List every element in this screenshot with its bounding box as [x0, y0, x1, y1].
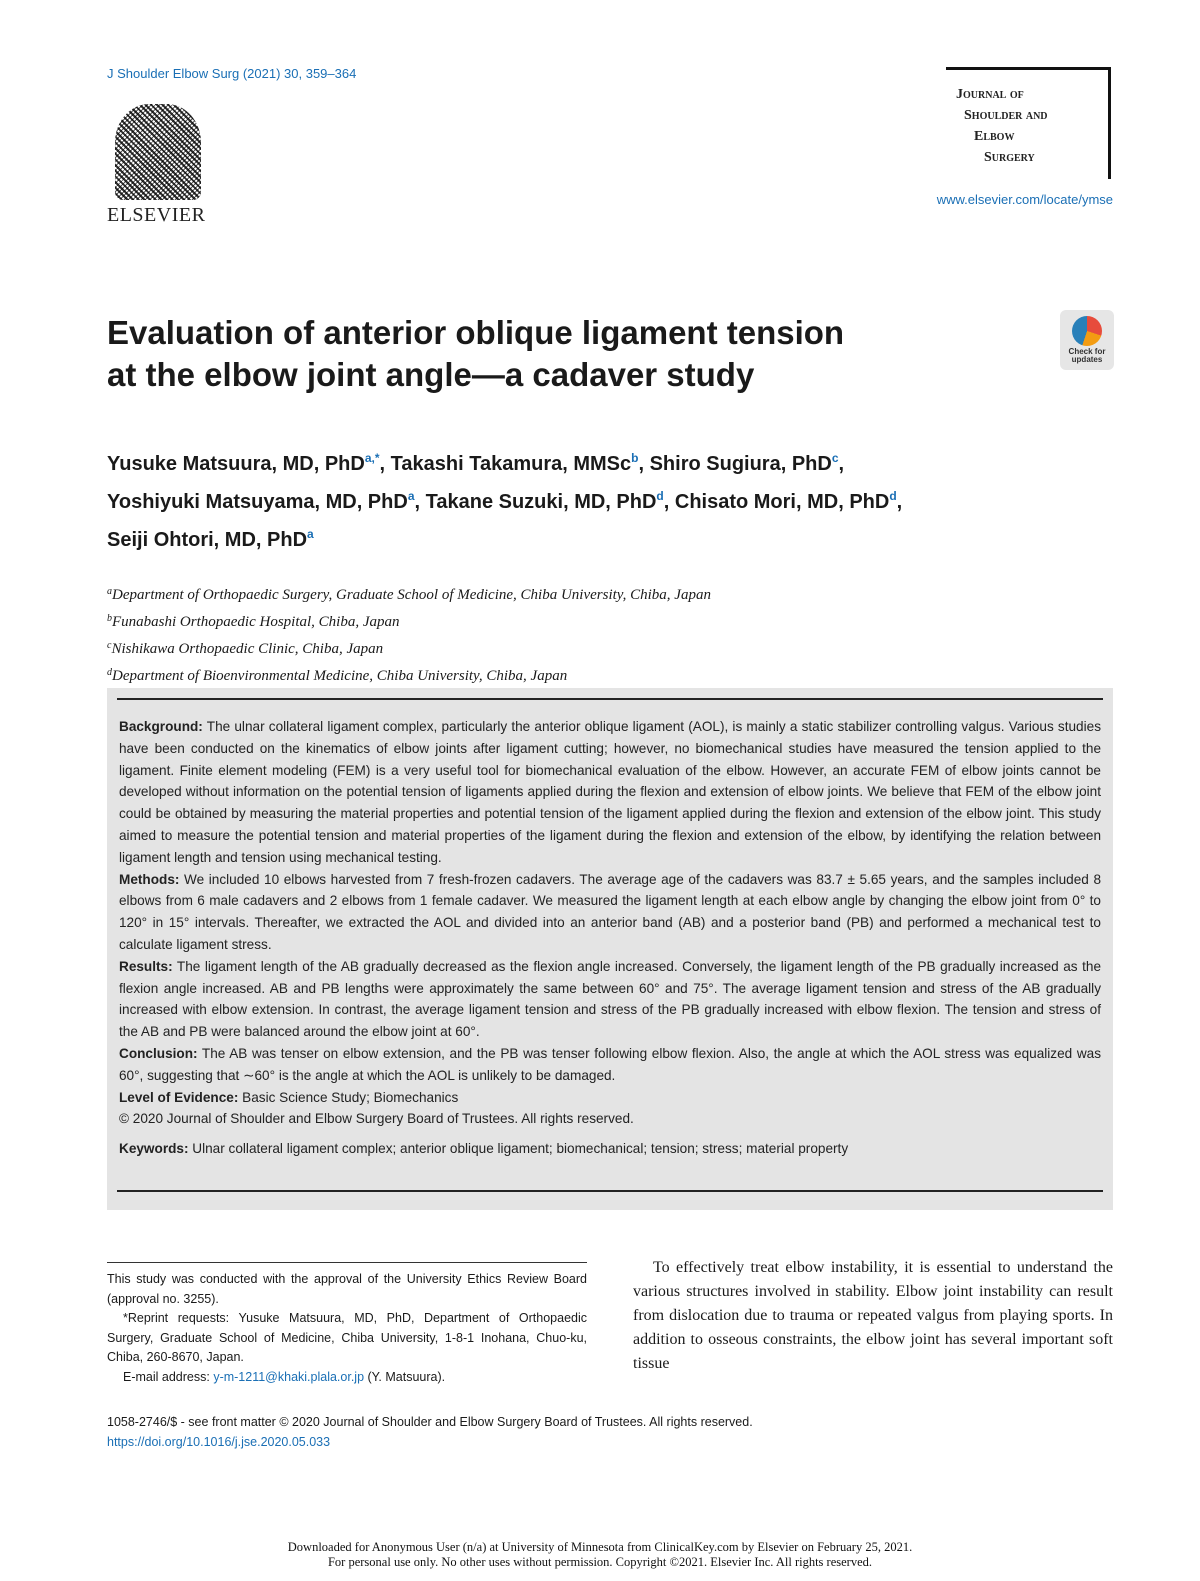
download-line: For personal use only. No other uses without permission. Copyright ©2021. Elsevier Inc. All rights reserved.	[327, 1555, 873, 1569]
badge-text: updates	[1071, 355, 1103, 364]
section-label: Background:	[119, 719, 203, 734]
author-name: Takane Suzuki, MD, PhD	[425, 491, 657, 513]
section-text: We included 10 elbows harvested from 7 fresh-frozen cadavers. The average age of the cadavers was 83.7 ± 5.65 years, and the samples included 8 elbows from 6 male cadavers and 2 elbows from 1 female cadaver. We measured the ligament length at each elbow angle by changing the elbow joint from 0° to 120° in 15° intervals. Thereafter, we extracted the AOL and divided into an anterior band (AB) and a posterior band (PB) and performed a mechanical test to calculate ligament stress.	[119, 871, 1101, 952]
ethics-note: This study was conducted with the approval of the University Ethics Review Board (approval no. 3255).	[107, 1272, 587, 1306]
section-label: Keywords:	[119, 1141, 189, 1157]
abstract-divider	[117, 698, 1103, 700]
author-separator: ,	[379, 453, 391, 475]
download-line: Downloaded for Anonymous User (n/a) at University of Minnesota from ClinicalKey.com by Elsevier on February 25, 2021.	[287, 1540, 913, 1554]
author-line	[107, 480, 1107, 518]
journal-logo-line: Elbow	[974, 129, 1015, 144]
affiliation-list	[107, 580, 1107, 688]
check-updates-icon	[1072, 316, 1102, 346]
footnotes	[107, 1270, 587, 1387]
affiliation-item	[107, 580, 1107, 607]
author-separator: ,	[663, 491, 675, 513]
author-name: Shiro Sugiura, PhD	[649, 453, 832, 475]
affiliation-key: d	[107, 667, 112, 678]
body-column	[633, 1256, 1113, 1376]
affiliation-key: c	[107, 640, 112, 651]
author-line	[107, 442, 1107, 480]
abstract-body	[119, 716, 1101, 1160]
publisher-name: ELSEVIER	[107, 204, 206, 226]
title-line: Evaluation of anterior oblique ligament tension	[107, 314, 845, 351]
issn-line: 1058-2746/$ - see front matter © 2020 Journal of Shoulder and Elbow Surgery Board of Trustees. All rights reserved.	[107, 1415, 753, 1429]
section-label: Results:	[119, 958, 173, 974]
affiliation-item	[107, 607, 1107, 634]
affiliation-link[interactable]: a	[307, 527, 314, 541]
author-name: Seiji Ohtori, MD, PhD	[107, 529, 308, 551]
journal-logo-line: Surgery	[984, 150, 1035, 165]
author-separator: ,	[896, 491, 903, 513]
journal-logo	[946, 67, 1111, 179]
doi-link[interactable]: https://doi.org/10.1016/j.jse.2020.05.033	[107, 1435, 331, 1449]
elsevier-logo	[107, 104, 217, 227]
affiliation-item	[107, 634, 1107, 661]
affiliation-link[interactable]: a	[407, 489, 415, 503]
article-title	[107, 312, 1007, 396]
affiliation-text: Nishikawa Orthopaedic Clinic, Chiba, Japan	[111, 641, 384, 657]
affiliation-key: a	[107, 586, 112, 597]
affiliation-text: Department of Bioenvironmental Medicine, Chiba University, Chiba, Japan	[112, 668, 568, 684]
badge-text: Check for	[1068, 347, 1106, 356]
author-name: Chisato Mori, MD, PhD	[674, 491, 890, 513]
author-separator: ,	[638, 453, 650, 475]
abstract-background	[119, 716, 1101, 869]
keywords-text: Ulnar collateral ligament complex; anterior oblique ligament; biomechanical; tension; stress; material property	[192, 1141, 849, 1157]
section-label: Methods:	[119, 871, 180, 887]
affiliation-text: Funabashi Orthopaedic Hospital, Chiba, Japan	[112, 614, 400, 630]
author-list	[107, 442, 1107, 556]
journal-logo-line: Shoulder and	[964, 108, 1048, 123]
email-note	[107, 1368, 587, 1388]
affiliation-text: Department of Orthopaedic Surgery, Graduate School of Medicine, Chiba University, Chiba, Japan	[112, 587, 711, 603]
author-name: Takashi Takamura, MMSc	[390, 453, 632, 475]
email-label: E-mail address:	[123, 1369, 214, 1384]
download-notice	[0, 1540, 1200, 1570]
abstract-divider	[117, 1190, 1103, 1192]
abstract-keywords	[119, 1138, 1101, 1160]
journal-logo-line: Journal of	[956, 87, 1024, 102]
check-for-updates-button[interactable]	[1060, 310, 1114, 370]
abstract-box	[107, 688, 1113, 1210]
section-text: Basic Science Study; Biomechanics	[242, 1089, 459, 1105]
affiliation-link[interactable]: a,*	[364, 451, 380, 465]
affiliation-link[interactable]: c	[831, 451, 839, 465]
journal-url-link[interactable]: www.elsevier.com/locate/ymse	[936, 192, 1113, 207]
email-suffix: (Y. Matsuura).	[364, 1369, 446, 1384]
section-label: Level of Evidence:	[119, 1089, 239, 1105]
abstract-copyright: © 2020 Journal of Shoulder and Elbow Surgery Board of Trustees. All rights reserved.	[119, 1111, 634, 1127]
elsevier-tree-icon	[115, 104, 201, 200]
title-line: at the elbow joint angle—a cadaver study	[107, 356, 755, 393]
affiliation-link[interactable]: b	[631, 451, 639, 465]
journal-citation[interactable]: J Shoulder Elbow Surg (2021) 30, 359–364	[107, 66, 357, 81]
author-separator: ,	[414, 491, 426, 513]
section-label: Conclusion:	[119, 1045, 198, 1061]
affiliation-key: b	[107, 613, 112, 624]
abstract-methods	[119, 869, 1101, 956]
affiliation-item	[107, 661, 1107, 688]
author-line	[107, 518, 1107, 556]
footnote-divider	[107, 1262, 587, 1263]
abstract-results	[119, 956, 1101, 1043]
abstract-conclusion	[119, 1043, 1101, 1087]
section-text: The AB was tenser on elbow extension, and the PB was tenser following elbow flexion. Also, the angle at which the AOL stress was equalized was 60°, suggesting that ∼60° is the angle at which the AOL is unlikely to be damaged.	[119, 1045, 1102, 1083]
section-text: The ulnar collateral ligament complex, particularly the anterior oblique ligament (AOL), is mainly a static stabilizer controlling valgus. Various studies have been conducted on the kinematics of elbow joints after ligament cutting; however, no biomechanical studies have measured the tension applied to the ligament. Finite element modeling (FEM) is a very useful tool for biomechanical evaluation of the elbow. However, an accurate FEM of elbow joints cannot be developed without information on the potential tension of ligaments applied during the flexion and extension of elbow joints. We believe that FEM of the elbow joint could be obtained by measuring the material properties and potential tension of the ligament applied during the flexion and extension of the elbow joint. This study aimed to measure the potential tension and material properties of the ligament during the flexion and extension of the elbow, by identifying the relation between ligament length and tension using mechanical testing.	[119, 719, 1101, 865]
section-text: The ligament length of the AB gradually decreased as the flexion angle increased. Conversely, the ligament length of the PB gradually increased as the flexion angle increased. AB and PB lengths were approximately the same between 60° and 75°. The average ligament tension and stress of the AB gradually increased with elbow extension. In contrast, the average ligament tension and stress of the PB gradually increased with elbow flexion. The tension and stress of the AB and PB were balanced around the elbow joint at 60°.	[119, 958, 1102, 1040]
reprint-note: *Reprint requests: Yusuke Matsuura, MD, PhD, Department of Orthopaedic Surgery, Graduate School of Medicine, Chiba University, 1-8-1 Inohana, Chuo-ku, Chiba, 260-8670, Japan.	[107, 1311, 587, 1364]
abstract-level	[119, 1087, 1101, 1109]
body-paragraph: To effectively treat elbow instability, it is essential to understand the various structures involved in stability. Elbow joint instability can result from dislocation due to trauma or repeated valgus from playing sports. In addition to osseous constraints, the elbow joint has several important soft tissue	[633, 1259, 1113, 1372]
author-name: Yoshiyuki Matsuyama, MD, PhD	[107, 491, 408, 513]
affiliation-link[interactable]: d	[889, 489, 897, 503]
author-name: Yusuke Matsuura, MD, PhD	[107, 453, 365, 475]
author-separator: ,	[838, 453, 845, 475]
affiliation-link[interactable]: d	[656, 489, 664, 503]
email-link[interactable]: y-m-1211@khaki.plala.or.jp	[213, 1369, 365, 1384]
